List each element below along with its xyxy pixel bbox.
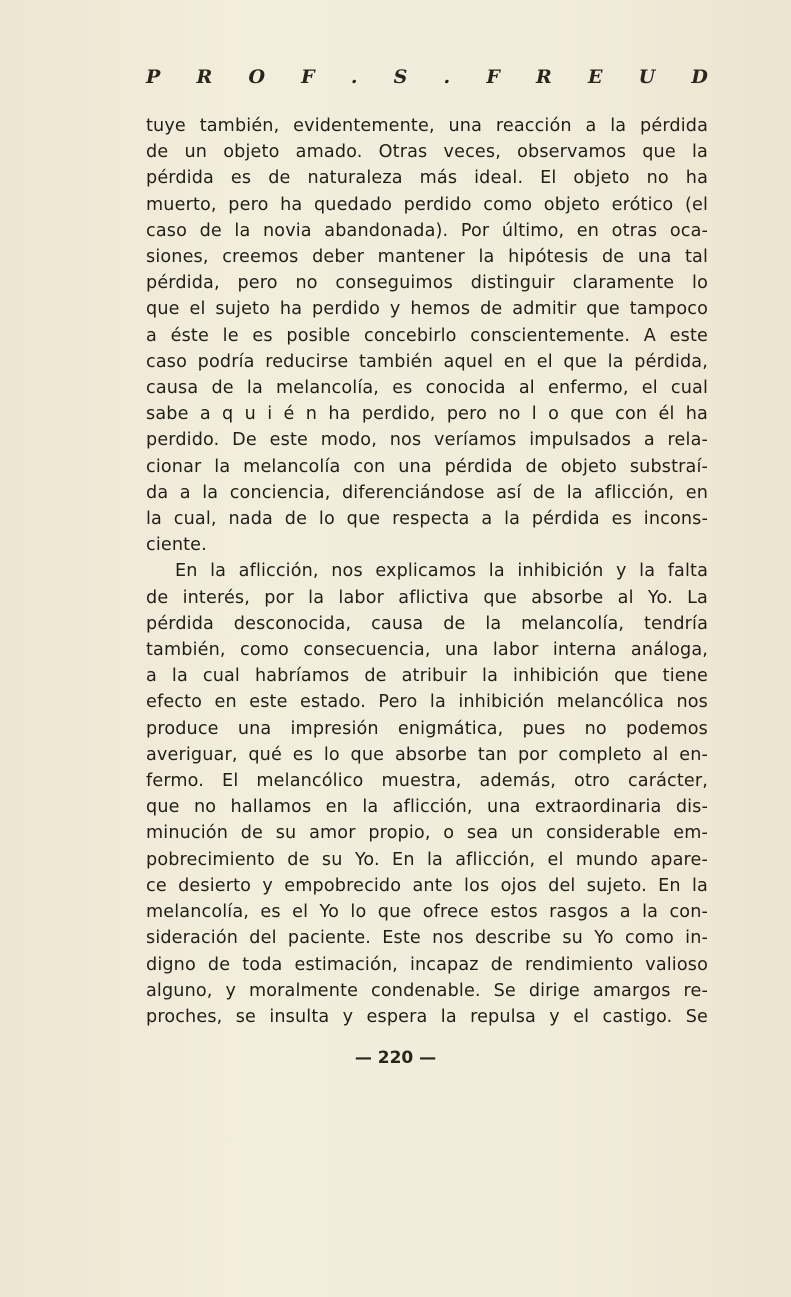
text-line: de interés, por la labor aflictiva que absorbe al Yo. La <box>146 587 708 608</box>
text-line: alguno, y moralmente condenable. Se dirige amargos re- <box>146 980 708 1001</box>
text-line: tuye también, evidentemente, una reacción a la pérdida <box>146 116 708 136</box>
text-line: a éste le es posible concebirlo conscientemente. A este <box>146 325 708 346</box>
text-line: cionar la melancolía con una pérdida de objeto substraí- <box>146 456 708 477</box>
text-line: pobrecimiento de su Yo. En la aflicción, el mundo apare- <box>146 849 708 870</box>
text-line: En la aflicción, nos explicamos la inhibición y la falta <box>175 561 708 582</box>
text-line: que no hallamos en la aflicción, una extraordinaria dis- <box>146 797 708 818</box>
text-line: también, como consecuencia, una labor interna análoga, <box>146 640 708 661</box>
running-head-letter: P <box>146 66 161 88</box>
text-line: efecto en este estado. Pero la inhibición melancólica nos <box>146 692 708 713</box>
text-line: minución de su amor propio, o sea un considerable em- <box>146 823 708 844</box>
running-head-letter: . <box>350 66 358 88</box>
running-head-letter: F <box>486 66 500 88</box>
text-line: muerto, pero ha quedado perdido como objeto erótico (el <box>146 194 708 215</box>
running-head-letter: F <box>301 66 315 88</box>
running-head-letter: O <box>248 66 265 88</box>
body-text <box>146 113 708 1030</box>
text-line: ciente. <box>146 535 207 556</box>
text-line: de un objeto amado. Otras veces, observamos que la <box>146 142 708 163</box>
text-line: pérdida, pero no conseguimos distinguir claramente lo <box>146 273 708 294</box>
text-line: pérdida es de naturaleza más ideal. El objeto no ha <box>146 168 708 189</box>
text-line: a la cual habríamos de atribuir la inhibición que tiene <box>146 666 708 687</box>
text-line: caso podría reducirse también aquel en el que la pérdida, <box>146 351 708 372</box>
running-head-letter: . <box>443 66 451 88</box>
running-head-letter: U <box>638 66 656 88</box>
text-line: sabe a q u i é n ha perdido, pero no l o que con él ha <box>146 404 708 425</box>
text-line: produce una impresión enigmática, pues no podemos <box>146 718 708 739</box>
text-line: siones, creemos deber mantener la hipótesis de una tal <box>146 247 708 268</box>
page-number: — 220 — <box>354 1048 437 1068</box>
text-line: averiguar, qué es lo que absorbe tan por completo al en- <box>146 744 708 765</box>
text-line: causa de la melancolía, es conocida al enfermo, el cual <box>146 378 708 399</box>
text-line: sideración del paciente. Este nos describe su Yo como in- <box>146 928 708 949</box>
running-head-letter: S <box>393 66 408 88</box>
text-line: melancolía, es el Yo lo que ofrece estos rasgos a la con- <box>146 902 708 923</box>
text-line: proches, se insulta y espera la repulsa y el castigo. Se <box>146 1006 708 1027</box>
text-line: digno de toda estimación, incapaz de rendimiento valioso <box>146 954 708 975</box>
running-head <box>146 66 708 88</box>
text-line: que el sujeto ha perdido y hemos de admitir que tampoco <box>146 299 708 320</box>
text-line: da a la conciencia, diferenciándose así de la aflicción, en <box>146 482 708 503</box>
text-line: pérdida desconocida, causa de la melancolía, tendría <box>146 613 708 634</box>
text-line: ce desierto y empobrecido ante los ojos del sujeto. En la <box>146 875 708 896</box>
text-line: perdido. De este modo, nos veríamos impulsados a rela- <box>146 430 708 451</box>
running-head-letter: R <box>536 66 552 88</box>
running-head-letter: R <box>196 66 213 88</box>
text-line: caso de la novia abandonada). Por último, en otras oca- <box>146 220 708 241</box>
running-head-letter: E <box>587 66 603 88</box>
text-line: la cual, nada de lo que respecta a la pérdida es incons- <box>146 509 708 530</box>
running-head-letter: D <box>691 66 708 88</box>
text-line: fermo. El melancólico muestra, además, otro carácter, <box>146 771 708 792</box>
